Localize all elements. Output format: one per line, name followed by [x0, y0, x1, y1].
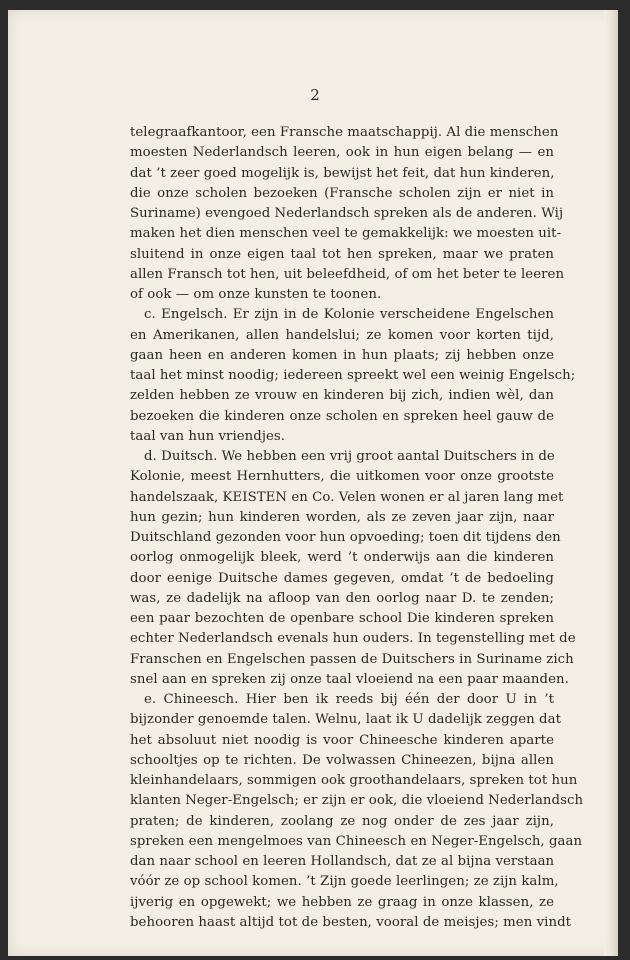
text-line: praten; de kinderen, zoolang ze nog onder de zes jaar zijn, [130, 813, 554, 829]
text-line: maken het dien menschen veel te gemakkelijk: we moesten uit- [130, 226, 562, 242]
text-line: handelszaak, KEISTEN en Co. Velen wonen er al jaren lang met [130, 489, 564, 505]
text-line: vóór ze op school komen. ’t Zijn goede leerlingen; ze zijn kalm, [130, 874, 559, 890]
text-line: telegraafkantoor, een Fransche maatschappij. Al die menschen [130, 125, 559, 140]
text-line: hun gezin; hun kinderen worden, als ze zeven jaar zijn, naar [130, 509, 554, 525]
text-line: was, ze dadelijk na afloop van den oorlog naar D. te zenden; [130, 590, 554, 606]
text-line: spreken een mengelmoes van Chineesch en Neger-Engelsch, gaan [130, 833, 583, 849]
page-edge [604, 10, 618, 956]
text-line: bijzonder genoemde talen. Welnu, laat ik U dadelijk zeggen dat [130, 712, 561, 728]
text-line: e. Chineesch. Hier ben ik reeds bij één der door U in ’t [144, 692, 554, 707]
text-line: Duitschland gezonden voor hun opvoeding; toen dit tijdens den [130, 530, 561, 545]
text-line: allen Fransch tot hen, uit beleefdheid, of om het beter te leeren [130, 266, 565, 282]
text-line: moesten Nederlandsch leeren, ook in hun eigen belang — en [130, 145, 554, 161]
text-line: taal van hun vriendjes. [130, 428, 286, 444]
text-line: d. Duitsch. We hebben een vrij groot aantal Duitschers in de [144, 449, 555, 464]
text-line: door eenige Duitsche dames gegeven, omdat ’t de bedoeling [130, 570, 554, 586]
text-line: en Amerikanen, allen handelslui; ze komen voor korten tijd, [130, 327, 554, 343]
text-line: Kolonie, meest Hernhutters, die uitkomen voor onze grootste [130, 469, 554, 485]
text-line: taal het minst noodig; iedereen spreekt wel een weinig Engelsch; [130, 368, 576, 383]
text-line: behooren haast altijd tot de besten, vooral de meisjes; men vindt [130, 914, 572, 930]
text-line: snel aan en spreken zij onze taal vloeiend na een paar maanden. [130, 671, 569, 687]
page-number: 2 [310, 86, 320, 104]
text-line: Franschen en Engelschen passen de Duitschers in Suriname zich [130, 651, 574, 667]
text-line: klanten Neger-Engelsch; er zijn er ook, die vloeiend Nederlandsch [130, 793, 584, 809]
text-line: een paar bezochten de openbare school Die kinderen spreken [130, 611, 554, 626]
text-line: oorlog onmogelijk bleek, werd ’t onderwijs aan die kinderen [130, 550, 554, 566]
text-line: Suriname) evengoed Nederlandsch spreken als de anderen. Wij [130, 206, 564, 221]
text-line: die onze scholen bezoeken (Fransche scholen zijn er niet in [130, 185, 554, 201]
text-line: het absoluut niet noodig is voor Chineesche kinderen aparte [130, 732, 554, 748]
text-line: ijverig en opgewekt; we hebben ze graag in onze klassen, ze [130, 894, 554, 910]
text-line: dan naar school en leeren Hollandsch, dat ze al bijna verstaan [130, 854, 555, 869]
body-text [130, 123, 584, 933]
text-line: kleinhandelaars, sommigen ook groothandelaars, spreken tot hun [130, 773, 578, 788]
text-line: bezoeken die kinderen onze scholen en spreken heel gauw de [130, 408, 554, 424]
text-line: sluitend in onze eigen taal tot hen spreken, maar we praten [130, 246, 554, 262]
text-line: gaan heen en anderen komen in hun plaats; zij hebben onze [130, 347, 554, 363]
text-line: of ook — om onze kunsten te toonen. [130, 287, 382, 302]
text-line: c. Engelsch. Er zijn in de Kolonie verscheidene Engelschen [144, 307, 554, 323]
text-line: echter Nederlandsch evenals hun ouders. In tegenstelling met de [130, 631, 576, 647]
text-line: zelden hebben ze vrouw en kinderen bij zich, indien wèl, dan [130, 388, 554, 404]
text-line: dat ’t zeer goed mogelijk is, bewijst het feit, dat hun kinderen, [130, 165, 555, 181]
text-line: schooltjes op te richten. De volwassen Chineezen, bijna allen [130, 752, 554, 768]
